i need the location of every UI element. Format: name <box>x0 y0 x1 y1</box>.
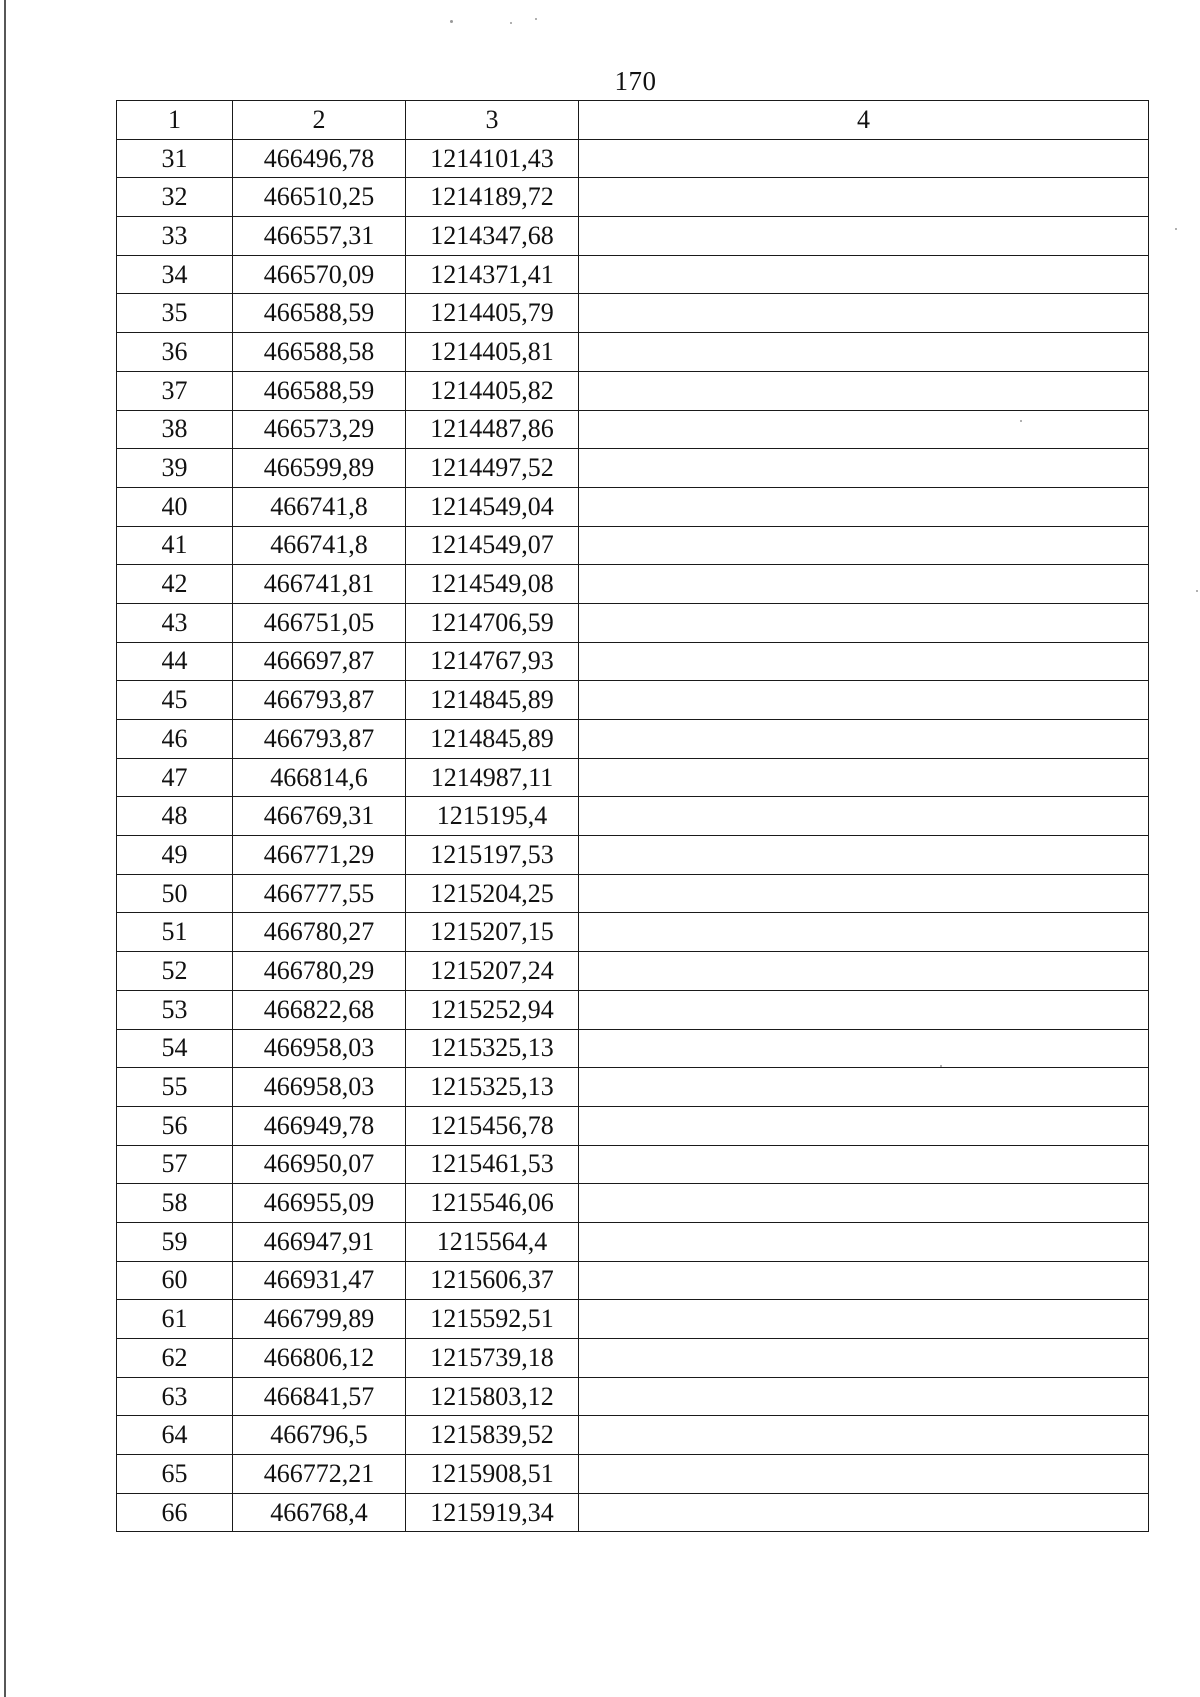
page-number: 170 <box>614 66 657 96</box>
table-row <box>117 758 1149 797</box>
description-cell <box>579 526 1149 565</box>
y-coordinate-cell: 1215564,4 <box>406 1222 579 1261</box>
y-coordinate-cell: 1215325,13 <box>406 1068 579 1107</box>
table-row <box>117 603 1149 642</box>
table-row <box>117 565 1149 604</box>
x-coordinate-cell: 466777,55 <box>233 874 406 913</box>
description-cell <box>579 294 1149 333</box>
table-row <box>117 836 1149 875</box>
y-coordinate-cell: 1215803,12 <box>406 1377 579 1416</box>
x-coordinate-cell: 466573,29 <box>233 410 406 449</box>
table-row <box>117 1068 1149 1107</box>
point-number-cell: 38 <box>117 410 233 449</box>
y-coordinate-cell: 1215325,13 <box>406 1029 579 1068</box>
description-cell <box>579 1184 1149 1223</box>
x-coordinate-cell: 466814,6 <box>233 758 406 797</box>
description-cell <box>579 371 1149 410</box>
x-coordinate-cell: 466741,8 <box>233 526 406 565</box>
description-cell <box>579 410 1149 449</box>
table-row <box>117 526 1149 565</box>
x-coordinate-cell: 466557,31 <box>233 217 406 256</box>
table-row <box>117 1261 1149 1300</box>
description-cell <box>579 913 1149 952</box>
point-number-cell: 63 <box>117 1377 233 1416</box>
table-row <box>117 990 1149 1029</box>
table-row <box>117 1455 1149 1494</box>
y-coordinate-cell: 1214549,07 <box>406 526 579 565</box>
description-cell <box>579 1377 1149 1416</box>
table-row <box>117 1377 1149 1416</box>
y-coordinate-cell: 1215908,51 <box>406 1455 579 1494</box>
y-coordinate-cell: 1214405,81 <box>406 333 579 372</box>
y-coordinate-cell: 1214987,11 <box>406 758 579 797</box>
table-row <box>117 874 1149 913</box>
point-number-cell: 37 <box>117 371 233 410</box>
y-coordinate-cell: 1215195,4 <box>406 797 579 836</box>
description-cell <box>579 720 1149 759</box>
x-coordinate-cell: 466751,05 <box>233 603 406 642</box>
table-row <box>117 797 1149 836</box>
y-coordinate-cell: 1214549,08 <box>406 565 579 604</box>
point-number-cell: 62 <box>117 1339 233 1378</box>
description-cell <box>579 681 1149 720</box>
x-coordinate-cell: 466947,91 <box>233 1222 406 1261</box>
table-row <box>117 1184 1149 1223</box>
column-header: 2 <box>233 101 406 140</box>
y-coordinate-cell: 1215606,37 <box>406 1261 579 1300</box>
x-coordinate-cell: 466931,47 <box>233 1261 406 1300</box>
point-number-cell: 42 <box>117 565 233 604</box>
column-header: 3 <box>406 101 579 140</box>
point-number-cell: 32 <box>117 178 233 217</box>
y-coordinate-cell: 1215252,94 <box>406 990 579 1029</box>
scan-speck <box>1175 228 1177 230</box>
table-row <box>117 681 1149 720</box>
x-coordinate-cell: 466570,09 <box>233 255 406 294</box>
point-number-cell: 41 <box>117 526 233 565</box>
point-number-cell: 34 <box>117 255 233 294</box>
point-number-cell: 48 <box>117 797 233 836</box>
y-coordinate-cell: 1215197,53 <box>406 836 579 875</box>
table-row <box>117 217 1149 256</box>
table-row <box>117 913 1149 952</box>
scan-speck <box>1196 590 1198 592</box>
point-number-cell: 45 <box>117 681 233 720</box>
description-cell <box>579 255 1149 294</box>
table-row <box>117 1029 1149 1068</box>
table-row <box>117 1145 1149 1184</box>
description-cell <box>579 1455 1149 1494</box>
y-coordinate-cell: 1214845,89 <box>406 720 579 759</box>
description-cell <box>579 1416 1149 1455</box>
y-coordinate-cell: 1214497,52 <box>406 449 579 488</box>
table-body <box>117 139 1149 1532</box>
point-number-cell: 54 <box>117 1029 233 1068</box>
y-coordinate-cell: 1215919,34 <box>406 1493 579 1532</box>
y-coordinate-cell: 1215739,18 <box>406 1339 579 1378</box>
x-coordinate-cell: 466769,31 <box>233 797 406 836</box>
table-row <box>117 1493 1149 1532</box>
table-row <box>117 720 1149 759</box>
description-cell <box>579 333 1149 372</box>
point-number-cell: 31 <box>117 139 233 178</box>
x-coordinate-cell: 466958,03 <box>233 1029 406 1068</box>
point-number-cell: 40 <box>117 487 233 526</box>
y-coordinate-cell: 1215592,51 <box>406 1300 579 1339</box>
y-coordinate-cell: 1214189,72 <box>406 178 579 217</box>
column-header: 1 <box>117 101 233 140</box>
description-cell <box>579 758 1149 797</box>
point-number-cell: 53 <box>117 990 233 1029</box>
y-coordinate-cell: 1215204,25 <box>406 874 579 913</box>
scan-speck <box>510 22 512 24</box>
table-row <box>117 371 1149 410</box>
x-coordinate-cell: 466588,59 <box>233 294 406 333</box>
x-coordinate-cell: 466793,87 <box>233 681 406 720</box>
y-coordinate-cell: 1215207,24 <box>406 952 579 991</box>
point-number-cell: 55 <box>117 1068 233 1107</box>
point-number-cell: 61 <box>117 1300 233 1339</box>
description-cell <box>579 565 1149 604</box>
description-cell <box>579 1339 1149 1378</box>
description-cell <box>579 1222 1149 1261</box>
point-number-cell: 59 <box>117 1222 233 1261</box>
x-coordinate-cell: 466780,29 <box>233 952 406 991</box>
table-row <box>117 487 1149 526</box>
point-number-cell: 46 <box>117 720 233 759</box>
description-cell <box>579 797 1149 836</box>
y-coordinate-cell: 1215461,53 <box>406 1145 579 1184</box>
page-edge <box>4 0 6 1697</box>
x-coordinate-cell: 466780,27 <box>233 913 406 952</box>
x-coordinate-cell: 466588,58 <box>233 333 406 372</box>
point-number-cell: 35 <box>117 294 233 333</box>
x-coordinate-cell: 466496,78 <box>233 139 406 178</box>
table-row <box>117 294 1149 333</box>
table-row <box>117 1222 1149 1261</box>
column-header: 4 <box>579 101 1149 140</box>
x-coordinate-cell: 466768,4 <box>233 1493 406 1532</box>
table-row <box>117 1339 1149 1378</box>
description-cell <box>579 1106 1149 1145</box>
table-row <box>117 952 1149 991</box>
y-coordinate-cell: 1214487,86 <box>406 410 579 449</box>
x-coordinate-cell: 466771,29 <box>233 836 406 875</box>
point-number-cell: 57 <box>117 1145 233 1184</box>
point-number-cell: 43 <box>117 603 233 642</box>
y-coordinate-cell: 1214347,68 <box>406 217 579 256</box>
description-cell <box>579 139 1149 178</box>
description-cell <box>579 952 1149 991</box>
point-number-cell: 51 <box>117 913 233 952</box>
x-coordinate-cell: 466950,07 <box>233 1145 406 1184</box>
point-number-cell: 64 <box>117 1416 233 1455</box>
x-coordinate-cell: 466793,87 <box>233 720 406 759</box>
description-cell <box>579 1300 1149 1339</box>
description-cell <box>579 487 1149 526</box>
table-row <box>117 410 1149 449</box>
table-row <box>117 1106 1149 1145</box>
description-cell <box>579 1068 1149 1107</box>
y-coordinate-cell: 1214767,93 <box>406 642 579 681</box>
description-cell <box>579 178 1149 217</box>
x-coordinate-cell: 466822,68 <box>233 990 406 1029</box>
point-number-cell: 39 <box>117 449 233 488</box>
point-number-cell: 50 <box>117 874 233 913</box>
table-row <box>117 333 1149 372</box>
scan-speck <box>450 20 453 23</box>
y-coordinate-cell: 1214101,43 <box>406 139 579 178</box>
y-coordinate-cell: 1214549,04 <box>406 487 579 526</box>
coordinates-table <box>116 100 1149 1532</box>
x-coordinate-cell: 466806,12 <box>233 1339 406 1378</box>
point-number-cell: 65 <box>117 1455 233 1494</box>
x-coordinate-cell: 466799,89 <box>233 1300 406 1339</box>
point-number-cell: 52 <box>117 952 233 991</box>
table-row <box>117 449 1149 488</box>
x-coordinate-cell: 466841,57 <box>233 1377 406 1416</box>
point-number-cell: 47 <box>117 758 233 797</box>
description-cell <box>579 1261 1149 1300</box>
description-cell <box>579 990 1149 1029</box>
scan-speck <box>535 18 537 20</box>
table-row <box>117 255 1149 294</box>
point-number-cell: 44 <box>117 642 233 681</box>
table-row <box>117 642 1149 681</box>
table-row <box>117 1300 1149 1339</box>
x-coordinate-cell: 466958,03 <box>233 1068 406 1107</box>
point-number-cell: 49 <box>117 836 233 875</box>
y-coordinate-cell: 1215207,15 <box>406 913 579 952</box>
x-coordinate-cell: 466772,21 <box>233 1455 406 1494</box>
point-number-cell: 33 <box>117 217 233 256</box>
description-cell <box>579 642 1149 681</box>
x-coordinate-cell: 466697,87 <box>233 642 406 681</box>
description-cell <box>579 1029 1149 1068</box>
description-cell <box>579 874 1149 913</box>
x-coordinate-cell: 466955,09 <box>233 1184 406 1223</box>
x-coordinate-cell: 466796,5 <box>233 1416 406 1455</box>
y-coordinate-cell: 1214405,82 <box>406 371 579 410</box>
table-row <box>117 178 1149 217</box>
point-number-cell: 60 <box>117 1261 233 1300</box>
point-number-cell: 36 <box>117 333 233 372</box>
table-header-row <box>117 101 1149 140</box>
x-coordinate-cell: 466741,81 <box>233 565 406 604</box>
y-coordinate-cell: 1214845,89 <box>406 681 579 720</box>
table-row <box>117 1416 1149 1455</box>
point-number-cell: 58 <box>117 1184 233 1223</box>
y-coordinate-cell: 1215839,52 <box>406 1416 579 1455</box>
y-coordinate-cell: 1214371,41 <box>406 255 579 294</box>
description-cell <box>579 1493 1149 1532</box>
y-coordinate-cell: 1214706,59 <box>406 603 579 642</box>
description-cell <box>579 603 1149 642</box>
description-cell <box>579 449 1149 488</box>
x-coordinate-cell: 466741,8 <box>233 487 406 526</box>
x-coordinate-cell: 466588,59 <box>233 371 406 410</box>
y-coordinate-cell: 1215456,78 <box>406 1106 579 1145</box>
x-coordinate-cell: 466510,25 <box>233 178 406 217</box>
y-coordinate-cell: 1215546,06 <box>406 1184 579 1223</box>
x-coordinate-cell: 466599,89 <box>233 449 406 488</box>
x-coordinate-cell: 466949,78 <box>233 1106 406 1145</box>
y-coordinate-cell: 1214405,79 <box>406 294 579 333</box>
description-cell <box>579 1145 1149 1184</box>
description-cell <box>579 217 1149 256</box>
table-row <box>117 139 1149 178</box>
point-number-cell: 56 <box>117 1106 233 1145</box>
point-number-cell: 66 <box>117 1493 233 1532</box>
description-cell <box>579 836 1149 875</box>
